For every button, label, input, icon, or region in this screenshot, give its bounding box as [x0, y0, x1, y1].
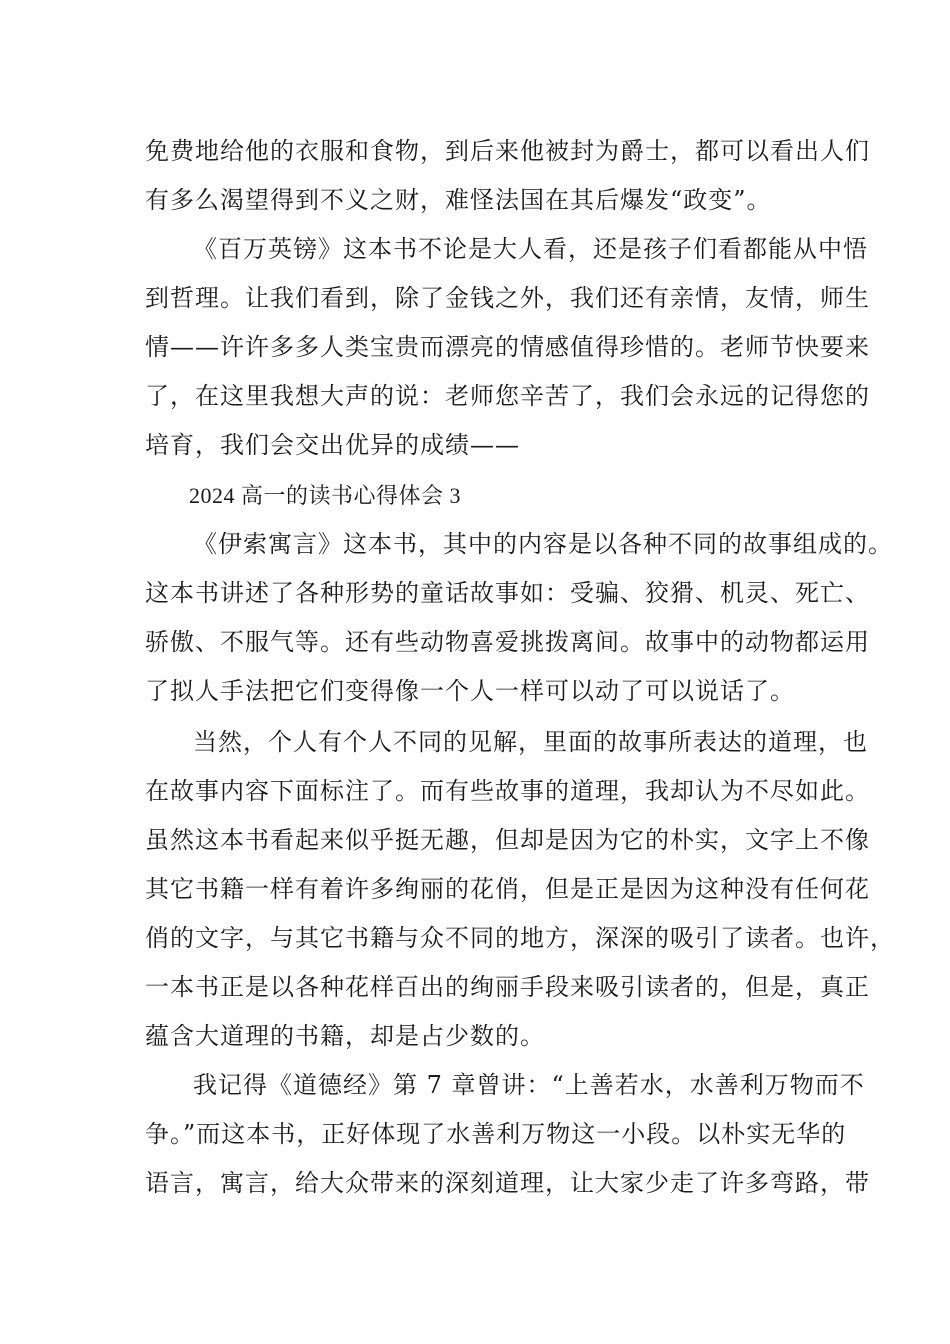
body-text-line: 语言，寓言，给大众带来的深刻道理，让大家少走了许多弯路，带 — [145, 1169, 870, 1197]
body-text-line: 情——许许多多人类宝贵而漂亮的情感值得珍惜的。老师节快要来 — [145, 333, 870, 361]
body-text-line: 一本书正是以各种花样百出的绚丽手段来吸引读者的，但是，真正 — [145, 973, 870, 1001]
body-text-line: 在故事内容下面标注了。而有些故事的道理，我却认为不尽如此。 — [145, 777, 870, 805]
body-text-line: 争。”而这本书，正好体现了水善利万物这一小段。以朴实无华的 — [145, 1120, 847, 1148]
paragraph-first-line: 《百万英镑》这本书不论是大人看，还是孩子们看都能从中悟 — [193, 235, 868, 263]
body-text-line: 了拟人手法把它们变得像一个人一样可以动了可以说话了。 — [145, 677, 795, 705]
body-text-line: 免费地给他的衣服和食物，到后来他被封为爵士，都可以看出人们 — [145, 137, 870, 165]
body-text-line: 这本书讲述了各种形势的童话故事如：受骗、狡猾、机灵、死亡、 — [145, 579, 870, 607]
body-text-line: 培育，我们会交出优异的成绩—— — [145, 431, 520, 459]
paragraph-first-line: 当然，个人有个人不同的见解，里面的故事所表达的道理，也 — [193, 728, 868, 756]
body-text-line: 骄傲、不服气等。还有些动物喜爱挑拨离间。故事中的动物都运用 — [145, 628, 870, 656]
body-text-line: 有多么渴望得到不义之财，难怪法国在其后爆发“政变”。 — [145, 186, 772, 214]
body-text-line: 虽然这本书看起来似乎挺无趣，但却是因为它的朴实，文字上不像 — [145, 826, 870, 854]
body-text-line: 俏的文字，与其它书籍与众不同的地方，深深的吸引了读者。也许， — [145, 924, 895, 952]
body-text-line: 蕴含大道理的书籍，却是占少数的。 — [145, 1022, 545, 1050]
paragraph-first-line: 《伊索寓言》这本书，其中的内容是以各种不同的故事组成的。 — [193, 530, 893, 558]
body-text-line: 其它书籍一样有着许多绚丽的花俏，但是正是因为这种没有任何花 — [145, 875, 870, 903]
section-heading: 2024 高一的读书心得体会 3 — [189, 483, 462, 508]
body-text-line: 到哲理。让我们看到，除了金钱之外，我们还有亲情，友情，师生 — [145, 284, 870, 312]
body-text-line: 了，在这里我想大声的说：老师您辛苦了，我们会永远的记得您的 — [145, 382, 870, 410]
paragraph-first-line: 我记得《道德经》第 7 章曾讲：“上善若水，水善利万物而不 — [193, 1071, 865, 1099]
